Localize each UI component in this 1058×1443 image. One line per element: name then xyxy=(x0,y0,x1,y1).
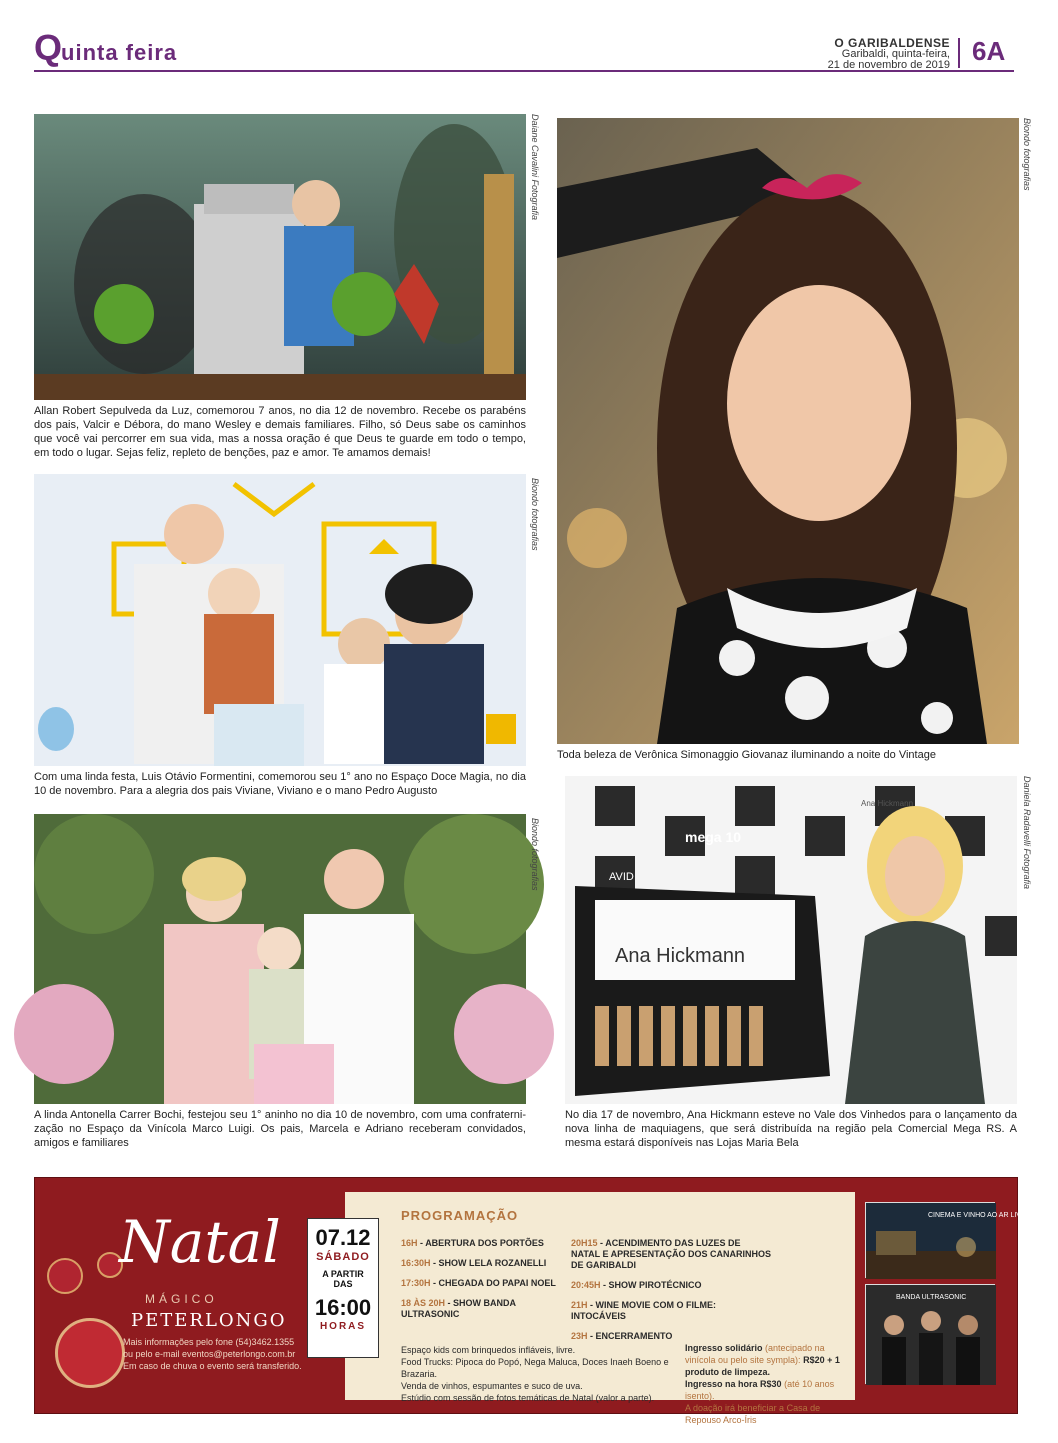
newspaper-name: O GARIBALDENSE xyxy=(834,36,950,50)
schedule-right xyxy=(571,1238,771,1351)
event-from xyxy=(308,1269,378,1289)
photo-credit: Biondo fotografias xyxy=(1022,118,1032,191)
from-line-1: A PARTIR xyxy=(322,1269,364,1279)
ad-date-box xyxy=(307,1218,379,1358)
schedule-left xyxy=(401,1238,561,1329)
extra-item: Estúdio com sessão de fotos temáticas de Natal (valor a parte). xyxy=(401,1393,655,1403)
ad-extras xyxy=(401,1344,681,1404)
caption-veronica: Toda beleza de Verônica Simonaggio Giovanaz iluminando a noite do Vintage xyxy=(557,749,936,761)
photo-birthday-boy xyxy=(34,114,526,400)
ad-title: Natal xyxy=(119,1208,281,1276)
ad-contact-info xyxy=(123,1336,302,1372)
ad-program-panel xyxy=(345,1192,855,1425)
ad-brand-area xyxy=(35,1178,303,1415)
schedule-item: 20:45H - SHOW PIROTÉCNICO xyxy=(571,1280,702,1290)
photo-family-first-birthday-image xyxy=(34,474,526,766)
section-title xyxy=(34,27,178,68)
dateline-2: 21 de novembro de 2019 xyxy=(827,59,950,71)
photo-antonella-birthday xyxy=(34,814,526,1104)
donation-note: A doação irá beneficiar a Casa de Repouso Arco-Íris xyxy=(685,1403,821,1425)
backdrop-logo-ana: Ana Hickmann xyxy=(861,799,914,808)
box-label: Ana Hickmann xyxy=(615,945,746,967)
event-date: 07.12 xyxy=(315,1225,371,1250)
natal-magico-advertisement xyxy=(34,1177,1031,1425)
dateline-1: Garibaldi, quinta-feira, xyxy=(841,48,950,60)
ad-info-email: ou pelo e-mail eventos@peterlongo.com.br xyxy=(123,1349,296,1359)
photo-antonella-birthday-image xyxy=(34,814,526,1104)
page-number: 6A xyxy=(972,36,1006,66)
schedule-item: 23H - ENCERRAMENTO xyxy=(571,1331,673,1341)
event-weekday: SÁBADO xyxy=(316,1251,370,1263)
schedule-item: 16H - ABERTURA DOS PORTÕES xyxy=(401,1238,544,1248)
ad-brand: PETERLONGO xyxy=(131,1310,287,1331)
ad-photo-band xyxy=(865,1284,995,1384)
schedule-item: 17:30H - CHEGADA DO PAPAI NOEL xyxy=(401,1278,556,1288)
band-label: BANDA ULTRASONIC xyxy=(896,1294,967,1301)
schedule-item: 18 ÀS 20H - SHOW BANDA ULTRASONIC xyxy=(401,1298,516,1319)
extra-item: Food Trucks: Pipoca do Popó, Nega Maluca, Doces Inaeh Boeno e Brazaria. xyxy=(401,1357,669,1379)
photo-credit: Biondo fotografias xyxy=(530,818,540,891)
ad-photo-cinema xyxy=(865,1202,1031,1278)
ad-tickets xyxy=(685,1342,855,1426)
event-hour-label: HORAS xyxy=(319,1321,367,1332)
photo-family-first-birthday xyxy=(34,474,526,766)
header-divider xyxy=(958,38,960,68)
backdrop-logo-avid: AVID xyxy=(609,871,634,883)
extra-item: Espaço kids com brinquedos infláveis, livre. xyxy=(401,1345,576,1355)
ad-info-phone: Mais informações pelo fone (54)3462.1355 xyxy=(123,1337,295,1347)
extra-item: Venda de vinhos, espumantes e suco de uva. xyxy=(401,1381,583,1391)
caption-family-first-birthday: Com uma linda festa, Luis Otávio Formentini, comemorou seu 1° ano no Espaço Doce Magia, no dia 10 de novembro. Para a alegria dos pais Viviane, Viviano e o mano Pedro Augusto xyxy=(34,771,526,797)
photo-credit: Biondo fotografias xyxy=(530,478,540,551)
schedule-item: 20H15 - ACENDIMENTO DAS LUZES DE NATAL E APRESENTAÇÃO DOS CANARINHOS DE GARIBALDI xyxy=(571,1238,772,1270)
photo-ana-hickmann-launch xyxy=(565,776,1017,1104)
ad-info-rain: Em caso de chuva o evento será transferido. xyxy=(123,1361,302,1371)
backdrop-logo-mega: mega 10 xyxy=(685,829,742,845)
ad-photo-band-image xyxy=(866,1285,996,1385)
schedule-item: 16:30H - SHOW LELA ROZANELLI xyxy=(401,1258,547,1268)
ticket-door: Ingresso na hora R$30 (até 10 anos isento). xyxy=(685,1379,835,1401)
masthead xyxy=(828,38,950,71)
ticket-solidario: Ingresso solidário (antecipado na vinícola ou pelo site sympla): R$20 + 1 produto de limpeza. xyxy=(685,1343,840,1377)
event-hour: 16:00 xyxy=(314,1295,372,1320)
photo-credit: Daniela Radavelli Fotografia xyxy=(1022,776,1032,890)
ornament-icon xyxy=(47,1258,83,1294)
photo-credit: Daiane Cavalini Fotografia xyxy=(530,114,540,221)
cinema-label: CINEMA E VINHO AO AR LIVRE xyxy=(928,1212,1031,1219)
schedule-item: 21H - WINE MOVIE COM O FILME: INTOCÁVEIS xyxy=(571,1300,717,1321)
photo-veronica-portrait xyxy=(557,118,1019,744)
from-line-2: DAS xyxy=(333,1279,353,1289)
section-title-initial: Q xyxy=(34,27,62,68)
photo-birthday-boy-image xyxy=(34,114,526,400)
program-title: PROGRAMAÇÃO xyxy=(401,1208,519,1223)
photo-ana-hickmann-launch-image xyxy=(565,776,1017,1104)
ad-photo-cinema-image xyxy=(866,1203,1031,1279)
caption-antonella-birthday: A linda Antonella Carrer Bochi, festejou seu 1° aninho no dia 10 de novembro, com uma confraterni- zação no Espaço da Vinícola Marco Luigi. Os pais, Marcela e Adriano receberam convidados, amigos e familiares xyxy=(34,1109,526,1149)
caption-ana-hickmann: No dia 17 de novembro, Ana Hickmann esteve no Vale dos Vinhedos para o lançamento da nova linha de maquiagens, que será distribuída na região pela Comercial Mega RS. A mesma estará disponíveis nas Lojas Maria Bela xyxy=(565,1109,1017,1149)
photo-veronica-portrait-image xyxy=(557,118,1019,744)
caption-birthday-boy: Allan Robert Sepulveda da Luz, comemorou 7 anos, no dia 12 de novembro. Recebe os parabéns dos pais, Valcir e Débora, do mano Wesley e demais familiares. Filho, só Deus sabe os caminhos que você vai percorrer em sua vida, mas a nossa oração é que Deus te guarde em todo o tempo, em todo o lugar. Sejas feliz, repleto de benções, paz e amor. Te amamos demais! xyxy=(34,405,526,459)
ad-subtitle: MÁGICO xyxy=(145,1292,218,1306)
section-title-rest: uinta feira xyxy=(61,40,178,65)
ornament-icon xyxy=(55,1318,125,1388)
